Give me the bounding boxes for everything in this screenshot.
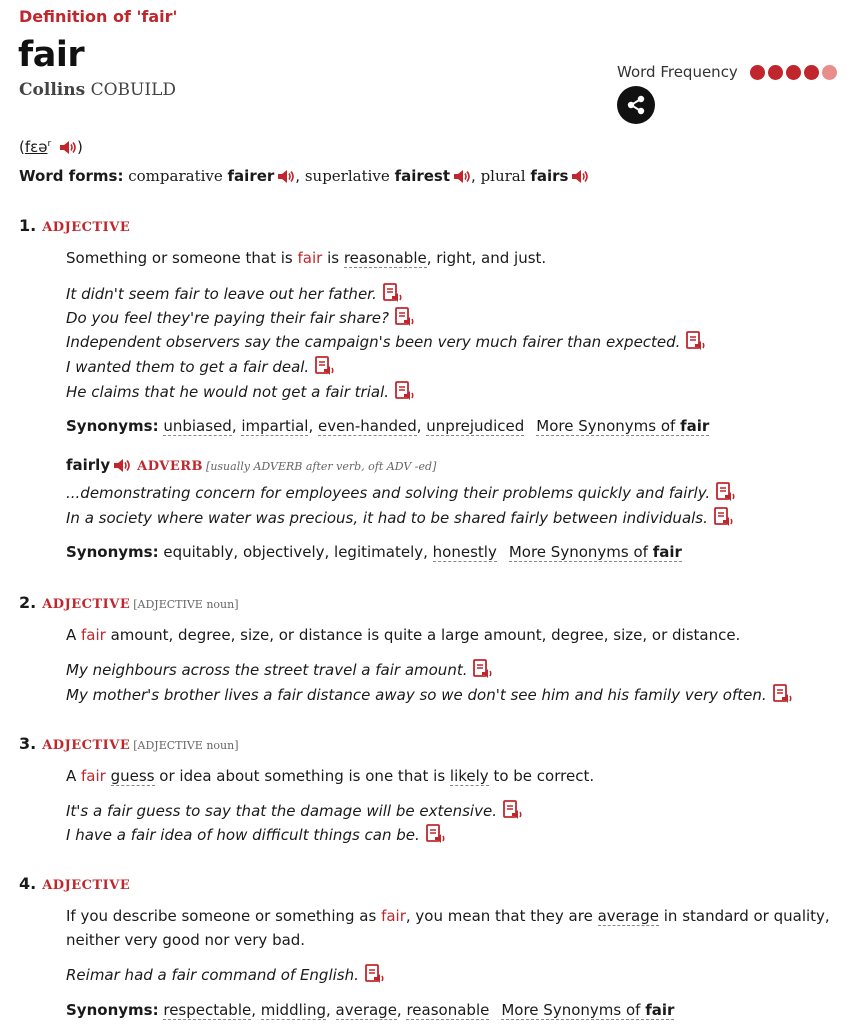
frequency-dot [786,65,801,80]
example-sentence [66,481,737,507]
keyword: fair [81,626,106,644]
comparative-form: fairer [227,167,275,185]
example-text: Do you feel they're paying their fair share? [66,309,389,327]
speaker-icon[interactable] [59,140,77,159]
derived-word: fairly [66,456,111,474]
synonyms-label: Synonyms: [66,417,159,435]
more-synonyms-link[interactable] [501,1001,674,1020]
audio-example-icon[interactable] [713,506,735,532]
example-sentence [66,306,416,332]
definition-text: , you mean that they are [405,907,598,925]
synonyms-label: Synonyms: [66,1001,159,1019]
definition-link[interactable]: reasonable [343,249,427,267]
more-synonyms-label: More Synonyms of [508,543,648,561]
frequency-dot [750,65,765,80]
audio-example-icon[interactable] [394,380,416,406]
synonym-link[interactable]: even-handed [318,417,417,435]
grammar-note: [ADJECTIVE noun] [133,739,239,752]
part-of-speech: ADVERB [137,459,204,474]
synonym-link[interactable]: average [335,1001,397,1019]
pron-open: ( [19,138,25,156]
synonyms-row: Synonyms: unbiased, impartial, even-handed, unprejudiced More Synonyms of fair [66,417,710,435]
audio-example-icon[interactable] [715,481,737,507]
audio-example-icon[interactable] [382,282,404,308]
audio-example-icon[interactable] [425,823,447,849]
more-synonyms-link[interactable] [536,417,709,436]
example-sentence [66,963,386,989]
part-of-speech: ADJECTIVE [42,878,131,893]
comparative-label: comparative [128,167,223,185]
frequency-dot [804,65,819,80]
synonym-link[interactable]: unprejudiced [426,417,525,435]
example-text: My neighbours across the street travel a fair amount. [66,661,468,679]
more-synonyms-label: More Synonyms of [536,417,676,435]
synonym-link[interactable]: unbiased [163,417,232,435]
source-edition: COBUILD [90,80,176,100]
definition-link[interactable]: likely [449,767,489,785]
definition-text: A [66,626,82,644]
example-sentence [66,506,735,532]
part-of-speech: ADJECTIVE [42,597,131,612]
example-sentence [66,355,336,381]
part-of-speech: ADJECTIVE [42,220,131,235]
example-text: It didn't seem fair to leave out her father. [66,285,377,303]
superlative-label: superlative [304,167,390,185]
sense-number: 2. [19,593,37,612]
example-text: I wanted them to get a fair deal. [66,358,310,376]
example-sentence [66,823,447,849]
example-sentence [66,799,524,825]
example-sentence [66,380,416,406]
sense-header [19,216,130,235]
page-title: Definition of 'fair' [19,7,178,26]
pron-text: fɛə [24,138,48,156]
example-text: ...demonstrating concern for employees and solving their problems quickly and fairly. [66,484,711,502]
pron-close: ) [76,138,83,156]
synonym-link[interactable]: honestly [432,543,497,561]
definition [66,767,594,785]
dictionary-source [19,80,176,100]
word-frequency-label: Word Frequency [617,63,738,81]
example-text: It's a fair guess to say that the damage will be extensive. [66,802,497,820]
derived-form [66,456,436,477]
synonyms-label: Synonyms: [66,543,159,561]
synonym-link[interactable]: middling [260,1001,326,1019]
definition-text: to be correct. [488,767,595,785]
synonyms-row [66,543,682,561]
definition-link[interactable]: average [597,907,659,925]
sense-header [19,734,238,753]
definition-text [106,767,111,785]
definition-text: in standard or quality, [658,907,830,925]
definition [66,626,740,644]
word-forms-label: Word forms: [19,167,124,185]
source-brand: Collins [19,80,86,100]
word-forms: Word forms: comparative fairer , superlative fairest , plural fairs [19,167,589,188]
pronunciation [19,138,83,159]
example-sentence [66,282,404,308]
plural-label: plural [480,167,526,185]
more-synonyms-word: fair [645,1001,675,1019]
audio-example-icon[interactable] [314,355,336,381]
audio-example-icon[interactable] [502,799,524,825]
frequency-dots [750,65,837,80]
definition-text: If you describe someone or something as [66,907,382,925]
definition-text: Something or someone that is [66,249,298,267]
definition [66,249,546,267]
example-text: I have a fair idea of how difficult things can be. [66,826,420,844]
definition-text: amount, degree, size, or distance is quite a large amount, degree, size, or distance. [105,626,741,644]
speaker-icon[interactable] [571,169,589,188]
synonyms-text: equitably, objectively, legitimately, [163,543,433,561]
frequency-dot [822,65,837,80]
definition-text: or idea about something is one that is [154,767,450,785]
speaker-icon[interactable] [277,169,295,188]
example-text: In a society where water was precious, it had to be shared fairly between individuals. [66,509,708,527]
example-text: He claims that he would not get a fair trial. [66,383,389,401]
audio-example-icon[interactable] [472,658,494,684]
audio-example-icon[interactable] [685,330,707,356]
keyword: fair [381,907,406,925]
example-text: My mother's brother lives a fair distance away so we don't see him and his family very often. [66,686,767,704]
pron-sup: r [47,139,52,149]
more-synonyms-word: fair [652,543,682,561]
sense-number: 4. [19,874,37,893]
grammar-note: [ADJECTIVE noun] [133,598,239,611]
definition [66,907,830,925]
share-button[interactable] [617,86,655,124]
superlative-form: fairest [394,167,451,185]
sense-header [19,593,238,612]
example-text: Reimar had a fair command of English. [66,966,359,984]
keyword: fair [297,249,323,267]
more-synonyms-link[interactable] [509,543,682,562]
audio-example-icon[interactable] [394,306,416,332]
synonym-link[interactable]: impartial [241,417,309,435]
example-sentence [66,330,707,356]
definition-text: is [322,249,344,267]
headword: fair [18,35,85,75]
audio-example-icon[interactable] [772,683,794,709]
synonym-link[interactable]: respectable [163,1001,252,1019]
word-frequency [617,63,837,81]
synonym-link[interactable]: reasonable [406,1001,490,1019]
definition-text: A [66,767,82,785]
grammar-note: [usually ADVERB after verb, oft ADV -ed] [206,460,437,473]
definition-text: , right, and just. [426,249,547,267]
part-of-speech: ADJECTIVE [42,738,131,753]
speaker-icon[interactable] [453,169,471,188]
speaker-icon[interactable] [113,458,131,477]
example-text: Independent observers say the campaign's been very much fairer than expected. [66,333,681,351]
more-synonyms-word: fair [680,417,710,435]
frequency-dot [768,65,783,80]
synonyms-row: Synonyms: respectable, middling, average, reasonable More Synonyms of fair [66,1001,675,1019]
plural-form: fairs [530,167,569,185]
sense-number: 3. [19,734,37,753]
audio-example-icon[interactable] [364,963,386,989]
more-synonyms-label: More Synonyms of [501,1001,641,1019]
share-icon [625,94,647,116]
example-sentence [66,658,494,684]
definition-continued: neither very good nor very bad. [66,931,306,949]
sense-number: 1. [19,216,37,235]
sense-header [19,874,130,893]
definition-link[interactable]: guess [110,767,155,785]
example-sentence [66,683,794,709]
keyword: fair [81,767,106,785]
